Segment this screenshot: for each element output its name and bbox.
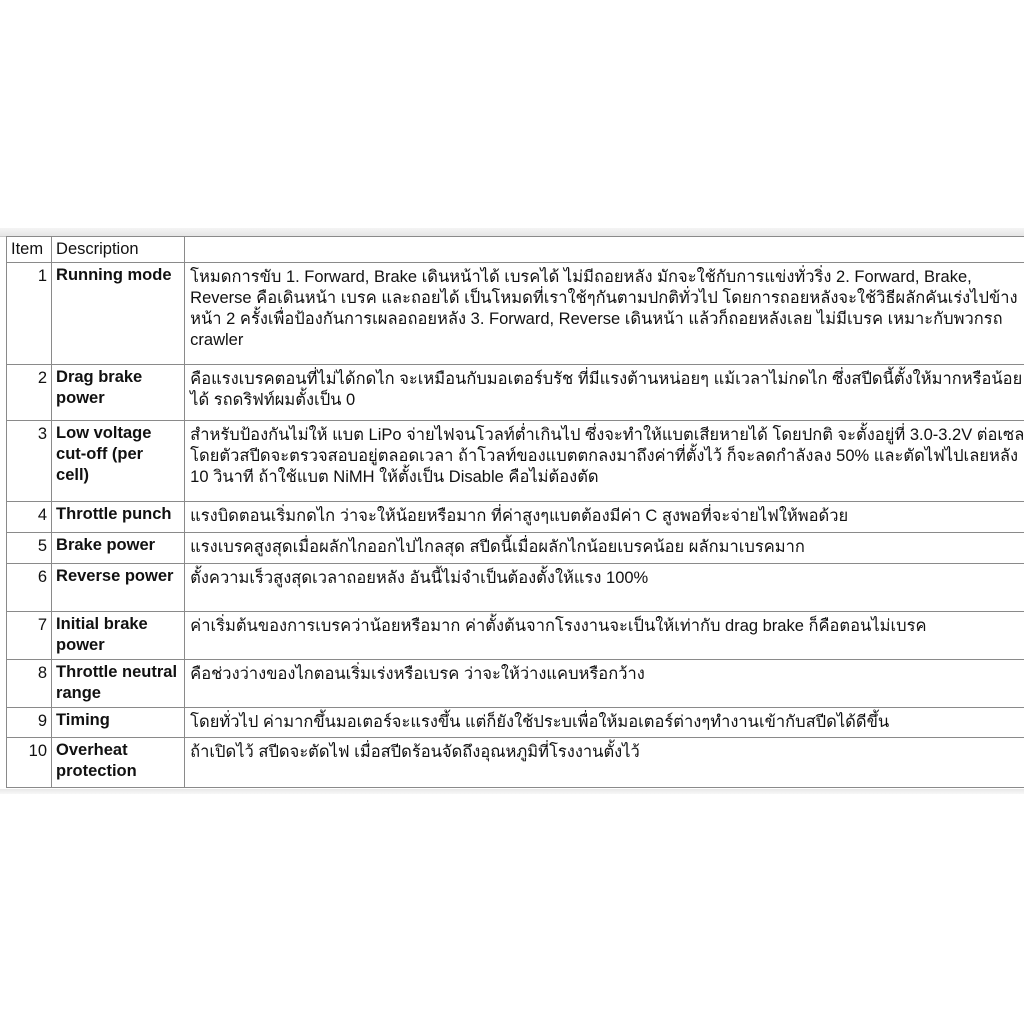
table-row xyxy=(7,263,1024,365)
setting-name[interactable]: Running mode xyxy=(52,263,185,365)
setting-description[interactable]: แรงบิดตอนเริ่มกดไก ว่าจะให้น้อยหรือมาก ที่ค่าสูงๆแบตต้องมีค่า C สูงพอที่จะจ่ายไฟให้พอด้วย xyxy=(185,502,1024,533)
row-number[interactable]: 6 xyxy=(7,564,52,612)
row-number[interactable]: 2 xyxy=(7,365,52,421)
setting-name[interactable]: Initial brake power xyxy=(52,612,185,660)
setting-name[interactable]: Low voltage cut-off (per cell) xyxy=(52,421,185,502)
setting-description[interactable]: ตั้งความเร็วสูงสุดเวลาถอยหลัง อันนี้ไม่จำเป็นต้องตั้งให้แรง 100% xyxy=(185,564,1024,612)
table-row xyxy=(7,612,1024,660)
header-details[interactable] xyxy=(185,237,1024,263)
setting-description[interactable]: ถ้าเปิดไว้ สปีดจะตัดไฟ เมื่อสปีดร้อนจัดถึงอุณหภูมิที่โรงงานตั้งไว้ xyxy=(185,738,1024,788)
row-number[interactable]: 10 xyxy=(7,738,52,788)
row-number[interactable]: 9 xyxy=(7,708,52,738)
setting-name[interactable]: Reverse power xyxy=(52,564,185,612)
table-row xyxy=(7,738,1024,788)
table-row xyxy=(7,660,1024,708)
setting-name[interactable]: Overheat protection xyxy=(52,738,185,788)
header-description[interactable]: Description xyxy=(52,237,185,263)
table-row xyxy=(7,533,1024,564)
setting-description[interactable]: สำหรับป้องกันไม่ให้ แบต LiPo จ่ายไฟจนโวลท์ต่ำเกินไป ซึ่งจะทำให้แบตเสียหายได้ โดยปกติ จะตั้งอยู่ที่ 3.0-3.2V ต่อเซล โดยตัวสปีดจะตรวจสอบอยู่ตลอดเวลา ถ้าโวลท์ของแบตตกลงมาถึงค่าที่ตั้งไว้ ก็จะลดกำลังลง 50% และตัดไฟไปเลยหลัง 10 วินาที ถ้าใช้แบต NiMH ให้ตั้งเป็น Disable คือไม่ต้องตัด xyxy=(185,421,1024,502)
row-number[interactable]: 7 xyxy=(7,612,52,660)
row-number[interactable]: 5 xyxy=(7,533,52,564)
setting-description[interactable]: ค่าเริ่มต้นของการเบรคว่าน้อยหรือมาก ค่าตั้งต้นจากโรงงานจะเป็นให้เท่ากับ drag brake ก็คือตอนไม่เบรค xyxy=(185,612,1024,660)
setting-description[interactable]: คือแรงเบรคตอนที่ไม่ได้กดไก จะเหมือนกับมอเตอร์บรัช ที่มีแรงต้านหน่อยๆ แม้เวลาไม่กดไก ซึ่งสปีดนี้ตั้งให้มากหรือน้อยได้ รถดริฟท์ผมตั้งเป็น 0 xyxy=(185,365,1024,421)
row-number[interactable]: 1 xyxy=(7,263,52,365)
sheet-bottom-border xyxy=(0,789,1024,794)
setting-description[interactable]: โดยทั่วไป ค่ามากขึ้นมอเตอร์จะแรงขึ้น แต่ก็ยังใช้ประบเพื่อให้มอเตอร์ต่างๆทำงานเข้ากับสปีดได้ดีขึ้น xyxy=(185,708,1024,738)
row-number[interactable]: 4 xyxy=(7,502,52,533)
table-row xyxy=(7,708,1024,738)
setting-name[interactable]: Timing xyxy=(52,708,185,738)
setting-description[interactable]: คือช่วงว่างของไกตอนเริ่มเร่งหรือเบรค ว่าจะให้ว่างแคบหรือกว้าง xyxy=(185,660,1024,708)
table-row xyxy=(7,564,1024,612)
setting-name[interactable]: Brake power xyxy=(52,533,185,564)
spreadsheet-page xyxy=(0,228,1024,794)
setting-name[interactable]: Throttle neutral range xyxy=(52,660,185,708)
setting-name[interactable]: Drag brake power xyxy=(52,365,185,421)
setting-description[interactable]: โหมดการขับ 1. Forward, Brake เดินหน้าได้ เบรคได้ ไม่มีถอยหลัง มักจะใช้กับการแข่งทั่วริ่ง 2. Forward, Brake, Reverse คือเดินหน้า เบรค และถอยได้ เป็นโหมดที่เราใช้ๆกันตามปกติทั่วไป โดยการถอยหลังจะใช้วิธีผลักคันเร่งไปข้างหน้า 2 ครั้งเพื่อป้องกันการเผลอถอยหลัง 3. Forward, Reverse เดินหน้า แล้วก็ถอยหลังเลย ไม่มีเบรค เหมาะกับพวกรถ crawler xyxy=(185,263,1024,365)
row-number[interactable]: 8 xyxy=(7,660,52,708)
table-row xyxy=(7,421,1024,502)
table-row xyxy=(7,502,1024,533)
header-row xyxy=(7,237,1024,263)
table-row xyxy=(7,365,1024,421)
setting-description[interactable]: แรงเบรคสูงสุดเมื่อผลักไกออกไปไกลสุด สปีดนี้เมื่อผลักไกน้อยเบรคน้อย ผลักมาเบรคมาก xyxy=(185,533,1024,564)
row-number[interactable]: 3 xyxy=(7,421,52,502)
setting-name[interactable]: Throttle punch xyxy=(52,502,185,533)
header-item[interactable]: Item xyxy=(7,237,52,263)
settings-table xyxy=(6,236,1024,788)
